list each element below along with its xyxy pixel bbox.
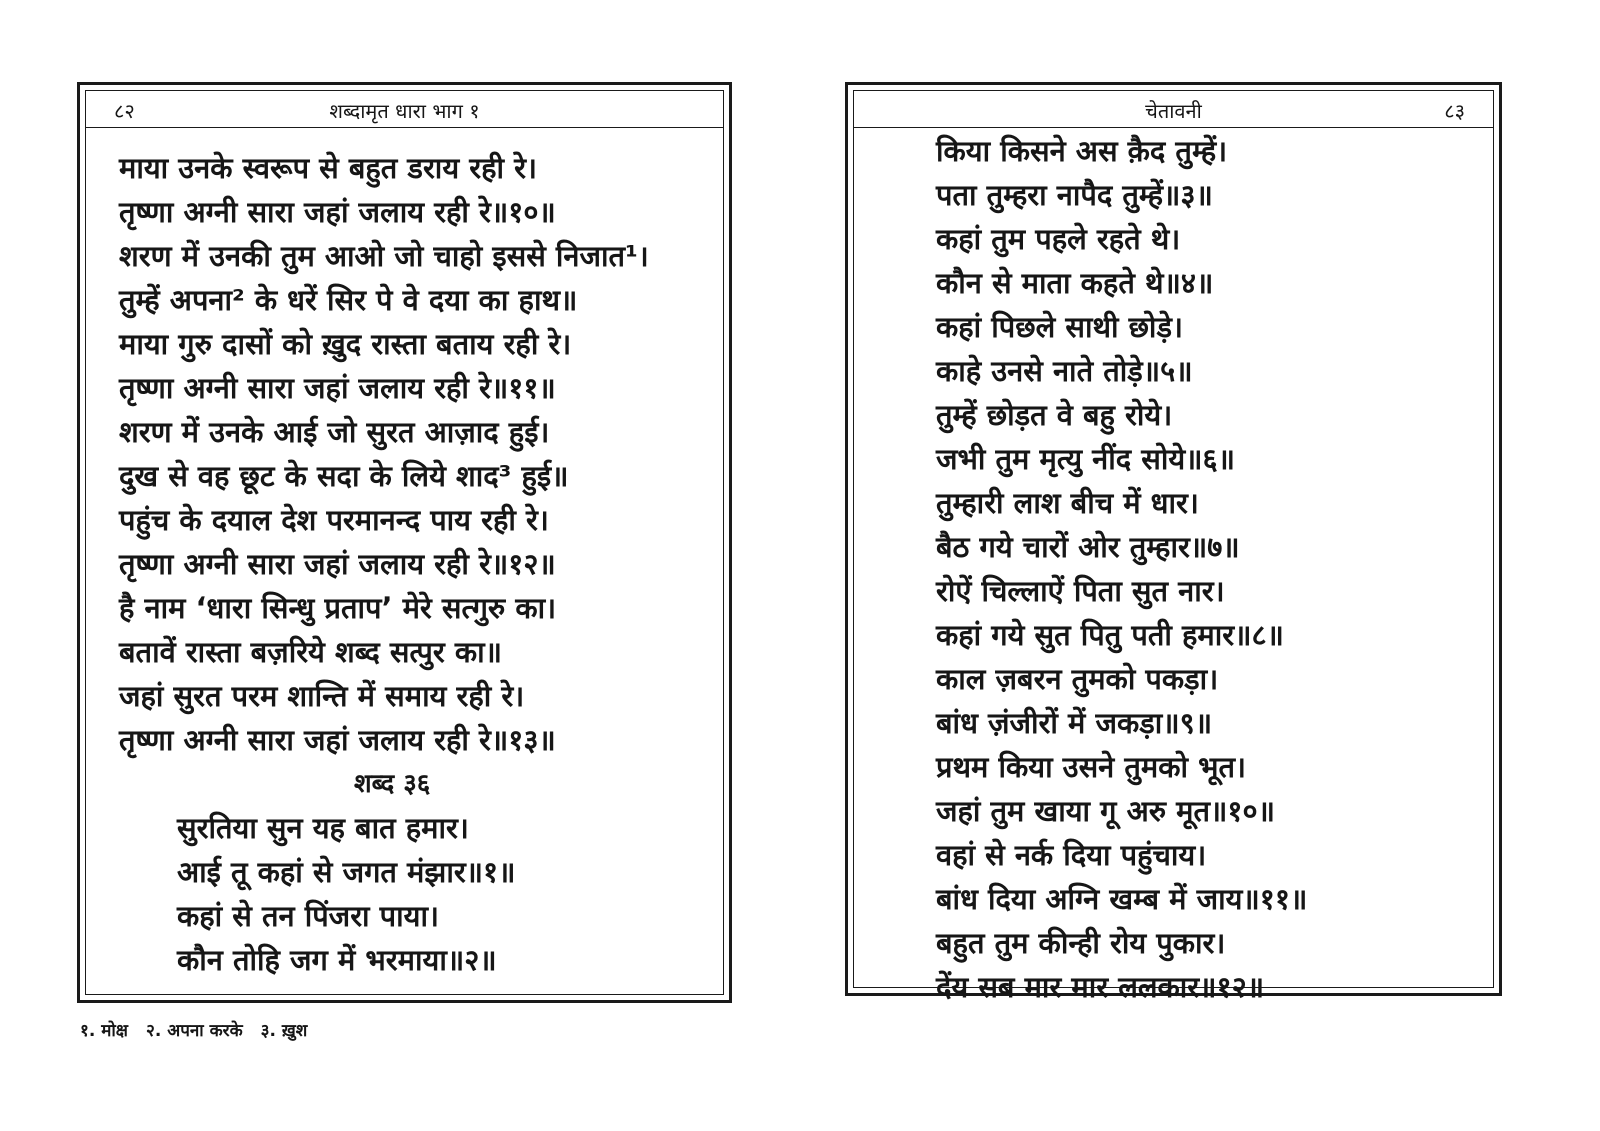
verse-line: शरण में उनकी तुम आओ जो चाहो इससे निजात¹।: [119, 239, 649, 273]
verse-line: कहां गये सुत पितु पती हमार॥८॥: [936, 618, 1284, 652]
verse-line: देंय सब मार मार ललकार॥१२॥: [936, 970, 1265, 1004]
verse-line: काल ज़बरन तुमको पकड़ा।: [936, 662, 1219, 696]
verse-line: दुख से वह छूट के सदा के लिये शाद³ हुई॥: [119, 459, 569, 493]
verse-line: जहां तुम खाया गू अरु मूत॥१०॥: [936, 794, 1275, 828]
left-page-verses: [86, 146, 723, 982]
verse-line: प्रथम किया उसने तुमको भूत।: [936, 750, 1247, 784]
verse-line: पता तुम्हरा नापैद तुम्हें॥३॥: [936, 178, 1213, 212]
verse-line: बांध दिया अग्नि खम्ब में जाय॥११॥: [936, 882, 1308, 916]
shabd-verse-line: आई तू कहां से जगत मंझार॥१॥: [177, 855, 516, 889]
verse-line: कहां तुम पहले रहते थे।: [936, 222, 1181, 256]
verse-line: बैठ गये चारों ओर तुम्हार॥७॥: [936, 530, 1240, 564]
verse-line: तृष्णा अग्नी सारा जहां जलाय रही रे॥१०॥: [119, 195, 556, 229]
footnote-item: ३. ख़ुश: [260, 1021, 308, 1041]
verse-line: पहुंच के दयाल देश परमानन्द पाय रही रे।: [119, 503, 549, 537]
verse-line: माया गुरु दासों को ख़ुद रास्ता बताय रही रे।: [119, 327, 572, 361]
verse-line: तुम्हारी लाश बीच में धार।: [936, 486, 1199, 520]
verse-line: है नाम ‘धारा सिन्धु प्रताप’ मेरे सत्गुरु का।: [119, 591, 557, 625]
verse-line: माया उनके स्वरूप से बहुत डराय रही रे।: [119, 151, 537, 185]
verse-line: काहे उनसे नाते तोड़े॥५॥: [936, 354, 1193, 388]
verse-line: वहां से नर्क दिया पहुंचाय।: [936, 838, 1207, 872]
verse-line: तुम्हें छोड़त वे बहु रोये।: [936, 398, 1173, 432]
verse-line: शरण में उनके आई जो सुरत आज़ाद हुई।: [119, 415, 550, 449]
verse-line: तृष्णा अग्नी सारा जहां जलाय रही रे॥११॥: [119, 371, 556, 405]
verse-line: तृष्णा अग्नी सारा जहां जलाय रही रे॥१३॥: [119, 723, 556, 757]
verse-line: जभी तुम मृत्यु नींद सोये॥६॥: [936, 442, 1236, 476]
left-page-frame: [77, 82, 732, 1003]
right-page-frame: [845, 82, 1502, 1004]
right-page-header: [854, 91, 1493, 128]
verse-line: बहुत तुम कीन्ही रोय पुकार।: [936, 926, 1226, 960]
verse-line: रोऐं चिल्लाऐं पिता सुत नार।: [936, 574, 1225, 608]
left-page-title: शब्दामृत धारा भाग १: [329, 99, 480, 123]
verse-line: तृष्णा अग्नी सारा जहां जलाय रही रे॥१२॥: [119, 547, 556, 581]
shabd-verse-line: कहां से तन पिंजरा पाया।: [177, 899, 439, 933]
footnote-item: १. मोक्ष: [80, 1021, 128, 1041]
footnote-item: २. अपना करके: [145, 1021, 243, 1041]
verse-line: तुम्हें अपना² के धरें सिर पे वे दया का हाथ॥: [119, 283, 578, 317]
right-page-title: चेतावनी: [1145, 99, 1202, 123]
left-page-header: [86, 91, 723, 128]
shabd-verse-line: सुरतिया सुन यह बात हमार।: [177, 811, 469, 845]
verse-line: किया किसने अस क़ैद तुम्हें।: [936, 134, 1228, 168]
shabd-heading: शब्द ३६: [354, 769, 431, 799]
left-page-number: ८२: [114, 99, 135, 123]
verse-line: बतावें रास्ता बज़रिये शब्द सत्पुर का॥: [119, 635, 502, 669]
left-page-inner-border: [85, 90, 724, 995]
right-page-number: ८३: [1444, 99, 1465, 123]
right-page-verses: [854, 129, 1493, 1009]
verse-line: बांध ज़ंजीरों में जकड़ा॥९॥: [936, 706, 1213, 740]
shabd-verse-line: कौन तोहि जग में भरमाया॥२॥: [177, 943, 497, 977]
right-page-inner-border: [853, 90, 1494, 1004]
verse-line: कहां पिछले साथी छोड़े।: [936, 310, 1183, 344]
verse-line: कौन से माता कहते थे॥४॥: [936, 266, 1214, 300]
footnotes: [80, 1018, 325, 1041]
verse-line: जहां सुरत परम शान्ति में समाय रही रे।: [119, 679, 525, 713]
